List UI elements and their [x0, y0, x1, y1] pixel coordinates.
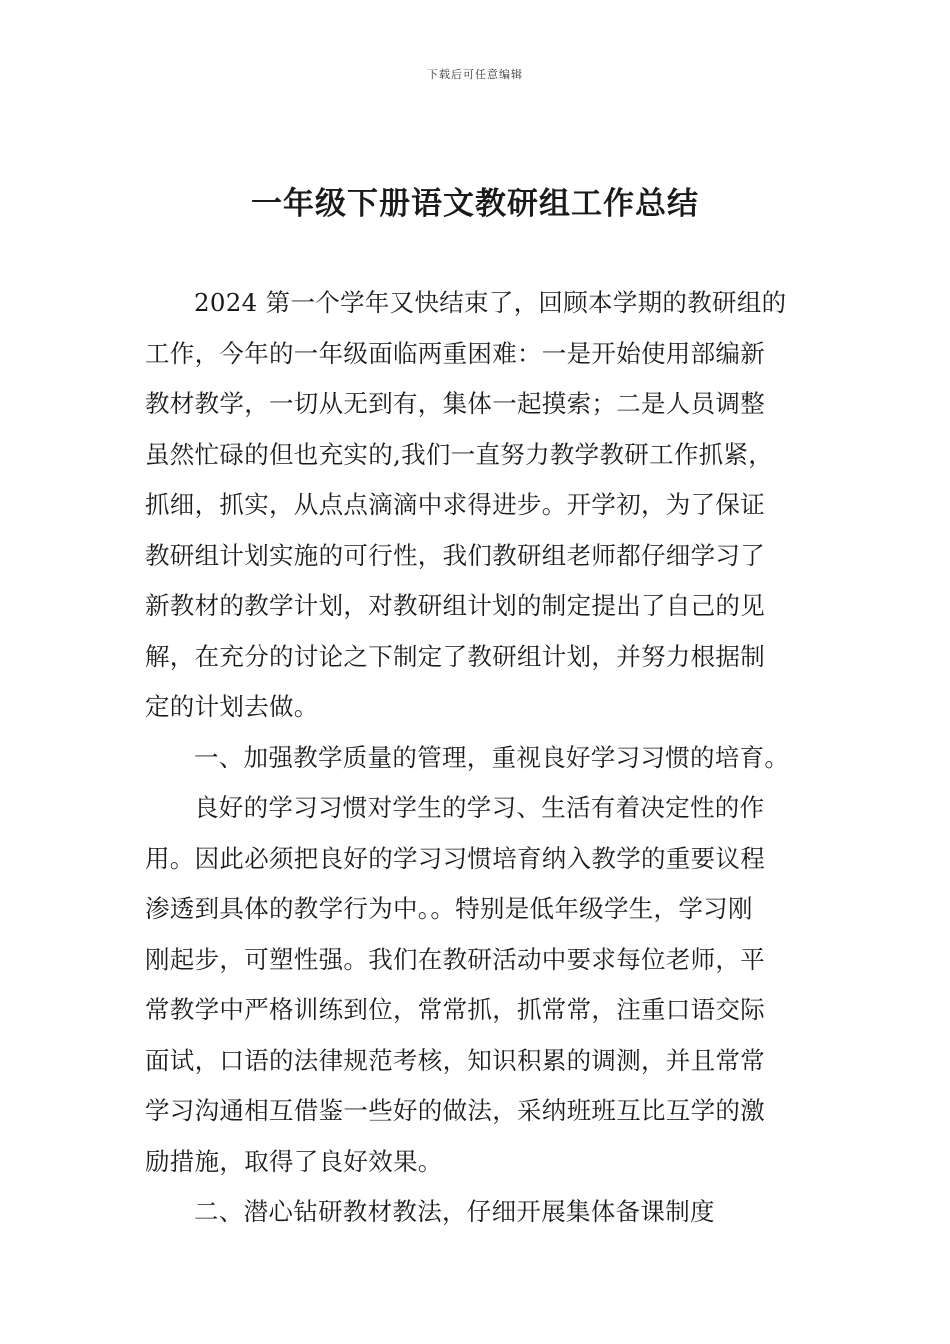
body-line: 抓细，抓实，从点点滴滴中求得进步。开学初，为了保证: [145, 490, 765, 519]
body-line: 工作，今年的一年级面临两重困难：一是开始使用部编新: [145, 338, 765, 368]
body-line: 二、潜心钻研教材教法，仔细开展集体备课制度: [194, 1197, 715, 1226]
body-line: 定的计划去做。: [145, 692, 319, 721]
body-line: 用。因此必须把良好的学习习惯培育纳入教学的重要议程: [145, 843, 765, 873]
body-line: 常教学中严格训练到位，常常抓，抓常常，注重口语交际: [145, 995, 765, 1024]
body-line: 新教材的教学计划，对教研组计划的制定提出了自己的见: [145, 591, 765, 620]
body-line: 面试，口语的法律规范考核，知识积累的调测，并且常常: [145, 1045, 765, 1075]
body-line: 学习沟通相互借鉴一些好的做法，采纳班班互比互学的激: [145, 1096, 765, 1125]
body-line: 一、加强教学质量的管理，重视良好学习习惯的培育。: [194, 742, 790, 772]
document-body: [145, 278, 807, 1238]
body-line: 良好的学习习惯对学生的学习、生活有着决定性的作: [194, 793, 765, 822]
body-line: 教材教学，一切从无到有，集体一起摸索；二是人员调整: [145, 389, 765, 418]
body-line: 渗透到具体的教学行为中。。特别是低年级学生，学习刚: [145, 894, 753, 923]
body-line: 教研组计划实施的可行性，我们教研组老师都仔细学习了: [145, 540, 765, 570]
body-line: 刚起步，可塑性强。我们在教研活动中要求每位老师，平: [145, 944, 765, 974]
body-line: 2024 第一个学年又快结束了，回顾本学期的教研组的: [194, 288, 787, 317]
body-line: 虽然忙碌的但也充实的,我们一直努力教学教研工作抓紧，: [145, 439, 774, 469]
header-note: 下载后可任意编辑: [427, 68, 523, 81]
body-line: 解，在充分的讨论之下制定了教研组计划，并努力根据制: [145, 641, 765, 671]
document-title: 一年级下册语文教研组工作总结: [251, 186, 699, 222]
body-line: 励措施，取得了良好效果。: [145, 1146, 443, 1176]
